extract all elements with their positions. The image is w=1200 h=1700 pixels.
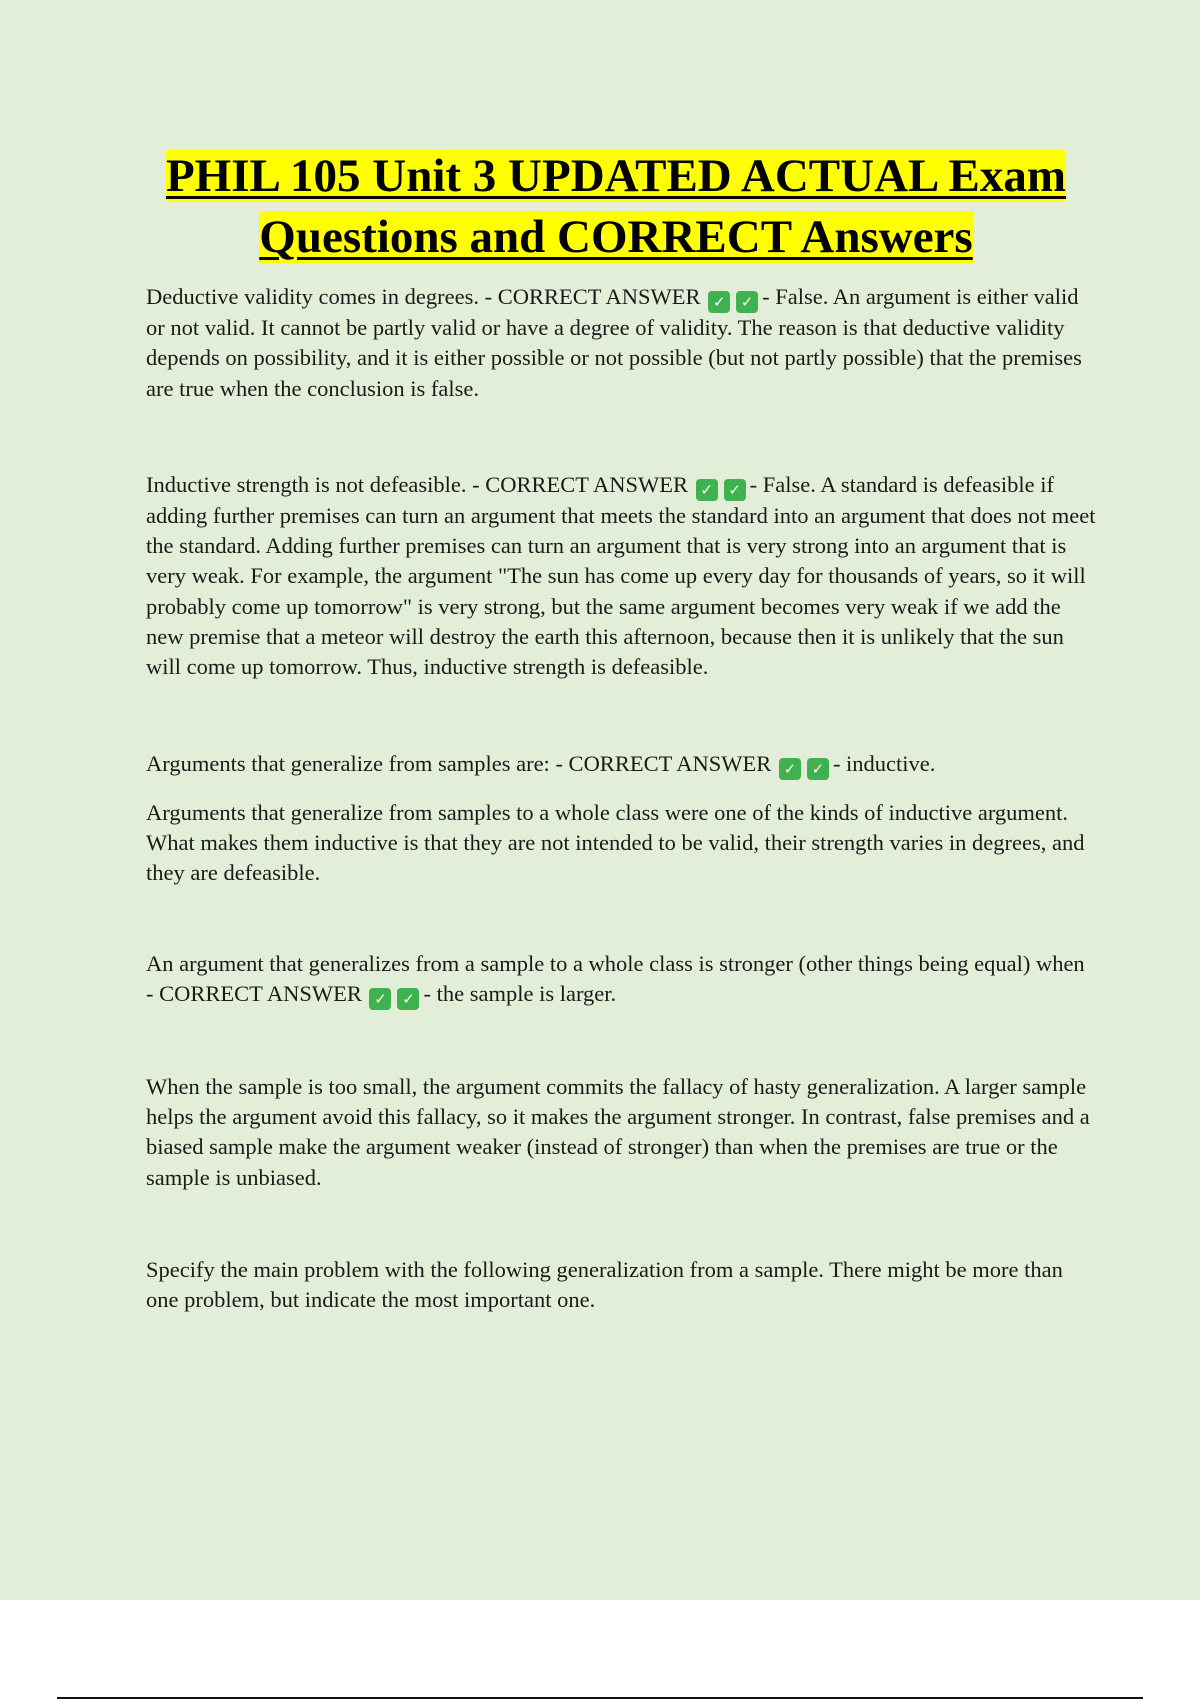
check-box-icon: ✓ xyxy=(397,988,419,1010)
answer-text: - False. An argument is either valid or not valid. It cannot be partly valid or have a degree of validity. The reason is that deductive validity depends on possibility, and it is either possible or not possible (but not partly possible) that the premises are true when the conclusion is false. xyxy=(146,284,1082,401)
check-box-icon: ✓ xyxy=(736,291,758,313)
explanation-sample-size: When the sample is too small, the argument commits the fallacy of hasty generalization. A larger sample helps the argument avoid this fallacy, so it makes the argument stronger. In contrast, false premises and a biased sample make the argument weaker (instead of stronger) than when the premises are true or the sample is unbiased. xyxy=(146,1073,1090,1190)
question-text: Arguments that generalize from samples are: - CORRECT ANSWER xyxy=(146,750,772,776)
check-box-icon: ✓ xyxy=(724,479,746,501)
check-box-icon: ✓ xyxy=(696,479,718,501)
answer-text: - inductive. xyxy=(832,750,936,776)
final-prompt: Specify the main problem with the following generalization from a sample. There might be more than one problem, but indicate the most important one. xyxy=(146,1257,1063,1313)
check-box-icon: ✓ xyxy=(369,988,391,1010)
title-line-2: Questions and CORRECT Answers xyxy=(259,211,973,263)
check-box-icon: ✓ xyxy=(807,758,829,780)
explanation-generalize: Arguments that generalize from samples to a whole class were one of the kinds of inductive argument. What makes them inductive is that they are not intended to be valid, their strength varies in degrees, and they are defeasible. xyxy=(146,799,1085,886)
question-text: Deductive validity comes in degrees. - CORRECT ANSWER xyxy=(146,284,701,309)
check-box-icon: ✓ xyxy=(779,758,801,780)
answer-text: - False. A standard is defeasible if adding further premises can turn an argument that meets the standard into an argument that does not meet the standard. Adding further premises can turn an argument that is very strong into an argument that is very weak. For example, the argument "The sun has come up every day for thousands of years, so it will probably come up tomorrow" is very strong, but the same argument becomes very weak if we add the new premise that a meteor will destroy the earth this afternoon, because then it is unlikely that the sun will come up tomorrow. Thus, inductive strength is defeasible. xyxy=(146,471,1096,680)
check-box-icon: ✓ xyxy=(708,291,730,313)
title-line-1: PHIL 105 Unit 3 UPDATED ACTUAL Exam xyxy=(165,150,1067,202)
qa-item-deductive xyxy=(146,282,1096,404)
qa-item-generalize-samples xyxy=(146,749,1096,780)
document-title xyxy=(146,146,1086,268)
question-text: Inductive strength is not defeasible. - CORRECT ANSWER xyxy=(146,471,689,497)
qa-item-inductive-strength xyxy=(146,470,1096,683)
document-body xyxy=(146,282,1096,1316)
answer-text: - the sample is larger. xyxy=(423,980,617,1006)
qa-item-stronger-when xyxy=(146,949,1096,1010)
page-footer-divider xyxy=(57,1697,1143,1699)
question-text: An argument that generalizes from a sample to a whole class is stronger (other things being equal) when - CORRECT ANSWER xyxy=(146,950,1085,1006)
